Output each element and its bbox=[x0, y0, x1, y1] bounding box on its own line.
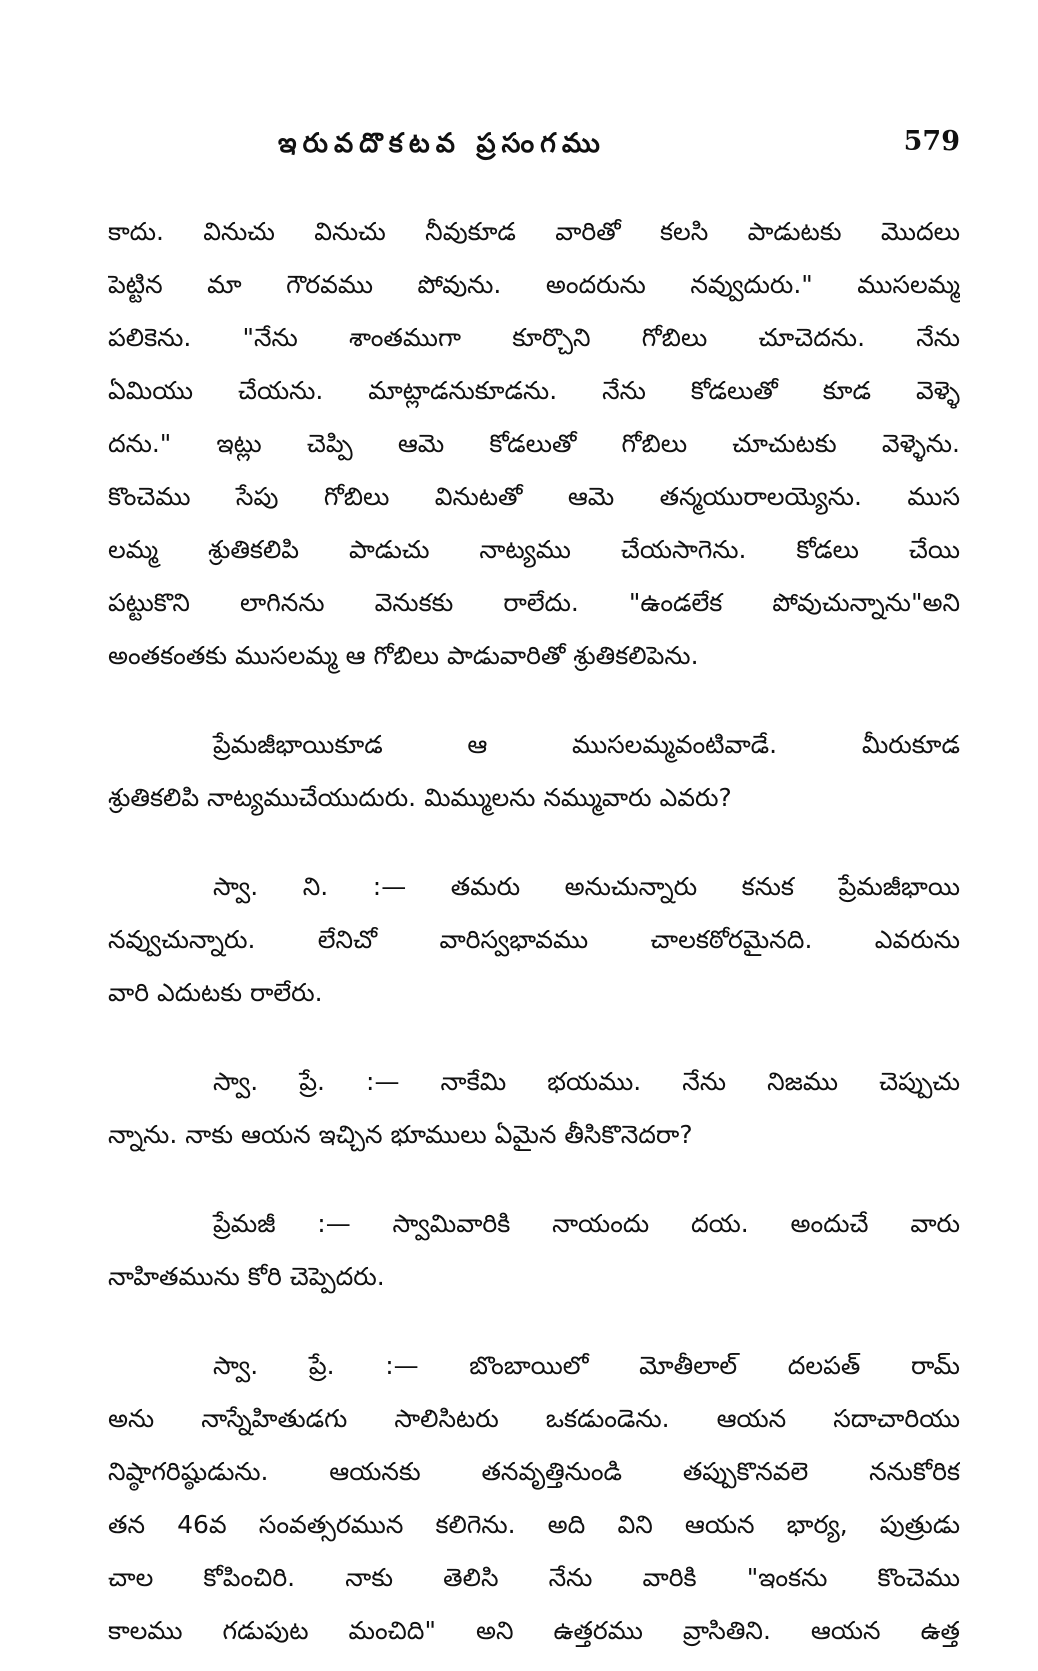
text-line: పెట్టిన మా గౌరవము పోవును. అందరును నవ్వుదురు." ముసలమ్మ bbox=[108, 270, 960, 299]
text-line: ఏమియు చేయను. మాట్లాడనుకూడను. నేను కోడలుతో కూడ వెళ్ళె bbox=[108, 376, 960, 405]
page-header bbox=[110, 128, 960, 172]
paragraph-5 bbox=[108, 1197, 960, 1303]
text-line: స్వా. ని. :— తమరు అనుచున్నారు కనుక ప్రేమజీభాయి bbox=[213, 872, 960, 901]
text-line: న్నాను. నాకు ఆయన ఇచ్చిన భూములు ఏమైన తీసికొనెదరా? bbox=[108, 1120, 693, 1149]
text-line: దను." ఇట్లు చెప్పి ఆమె కోడలుతో గోబిలు చూచుటకు వెళ్ళెను. bbox=[108, 429, 960, 458]
text-line: అను నాస్నేహితుడగు సాలిసిటరు ఒకడుండెను. ఆయన సదాచారియు bbox=[108, 1404, 960, 1433]
paragraph-2 bbox=[108, 718, 960, 824]
text-line: పట్టుకొని లాగినను వెనుకకు రాలేదు. "ఉండలేక పోవుచున్నాను"అని bbox=[108, 588, 960, 617]
paragraph-1 bbox=[108, 205, 960, 682]
text-line: తన 46వ సంవత్సరమున కలిగెను. అది విని ఆయన భార్య, పుత్రుడు bbox=[108, 1510, 960, 1539]
text-line: కాలము గడుపుట మంచిది" అని ఉత్తరము వ్రాసితిని. ఆయన ఉత్త bbox=[108, 1616, 960, 1645]
body-text bbox=[108, 205, 960, 1657]
paragraph-3 bbox=[108, 860, 960, 1019]
running-title: ఇరువదొకటవ ప్రసంగము bbox=[278, 128, 606, 159]
text-line: శ్రుతికలిపి నాట్యముచేయుదురు. మిమ్ములను నమ్మువారు ఎవరు? bbox=[108, 783, 732, 812]
text-line: పలికెను. "నేను శాంతముగా కూర్చొని గోబిలు చూచెదను. నేను bbox=[108, 323, 960, 352]
text-line: కొంచెము సేపు గోబిలు వినుటతో ఆమె తన్మయురాలయ్యెను. ముస bbox=[108, 482, 960, 511]
paragraph-spacer bbox=[108, 824, 960, 860]
text-line: నిష్ఠాగరిష్ఠుడును. ఆయనకు తనవృత్తినుండి తప్పుకొనవలె ననుకోరిక bbox=[108, 1457, 960, 1486]
paragraph-spacer bbox=[108, 1161, 960, 1197]
text-line: కాదు. వినుచు వినుచు నీవుకూడ వారితో కలసి పాడుటకు మొదలు bbox=[108, 217, 960, 246]
paragraph-spacer bbox=[108, 1303, 960, 1339]
text-line: చాల కోపించిరి. నాకు తెలిసి నేను వారికి "ఇంకను కొంచెము bbox=[108, 1563, 960, 1592]
paragraph-spacer bbox=[108, 682, 960, 718]
paragraph-6 bbox=[108, 1339, 960, 1657]
text-line: నాహితమును కోరి చెప్పెదరు. bbox=[108, 1262, 385, 1291]
text-line: ప్రేమజీ :— స్వామివారికి నాయందు దయ. అందుచే వారు bbox=[213, 1209, 960, 1238]
text-line: లమ్మ శ్రుతికలిపి పాడుచు నాట్యము చేయసాగెను. కోడలు చేయి bbox=[108, 535, 960, 564]
paragraph-spacer bbox=[108, 1019, 960, 1055]
text-line: స్వా. ప్రే. :— నాకేమి భయము. నేను నిజము చెప్పుచు bbox=[213, 1067, 960, 1096]
text-line: స్వా. ప్రే. :— బొంబాయిలో మోతీలాల్ దలపత్ రామ్ bbox=[213, 1351, 960, 1380]
text-line: ప్రేమజీభాయికూడ ఆ ముసలమ్మవంటివాడే. మీరుకూడ bbox=[213, 730, 960, 759]
page-number: 579 bbox=[903, 126, 960, 157]
text-line: నవ్వుచున్నారు. లేనిచో వారిస్వభావము చాలకఠోరమైనది. ఎవరును bbox=[108, 925, 960, 954]
text-line: వారి ఎదుటకు రాలేరు. bbox=[108, 978, 323, 1007]
text-line: అంతకంతకు ముసలమ్మ ఆ గోబిలు పాడువారితో శ్రుతికలిపెను. bbox=[108, 641, 699, 670]
paragraph-4 bbox=[108, 1055, 960, 1161]
